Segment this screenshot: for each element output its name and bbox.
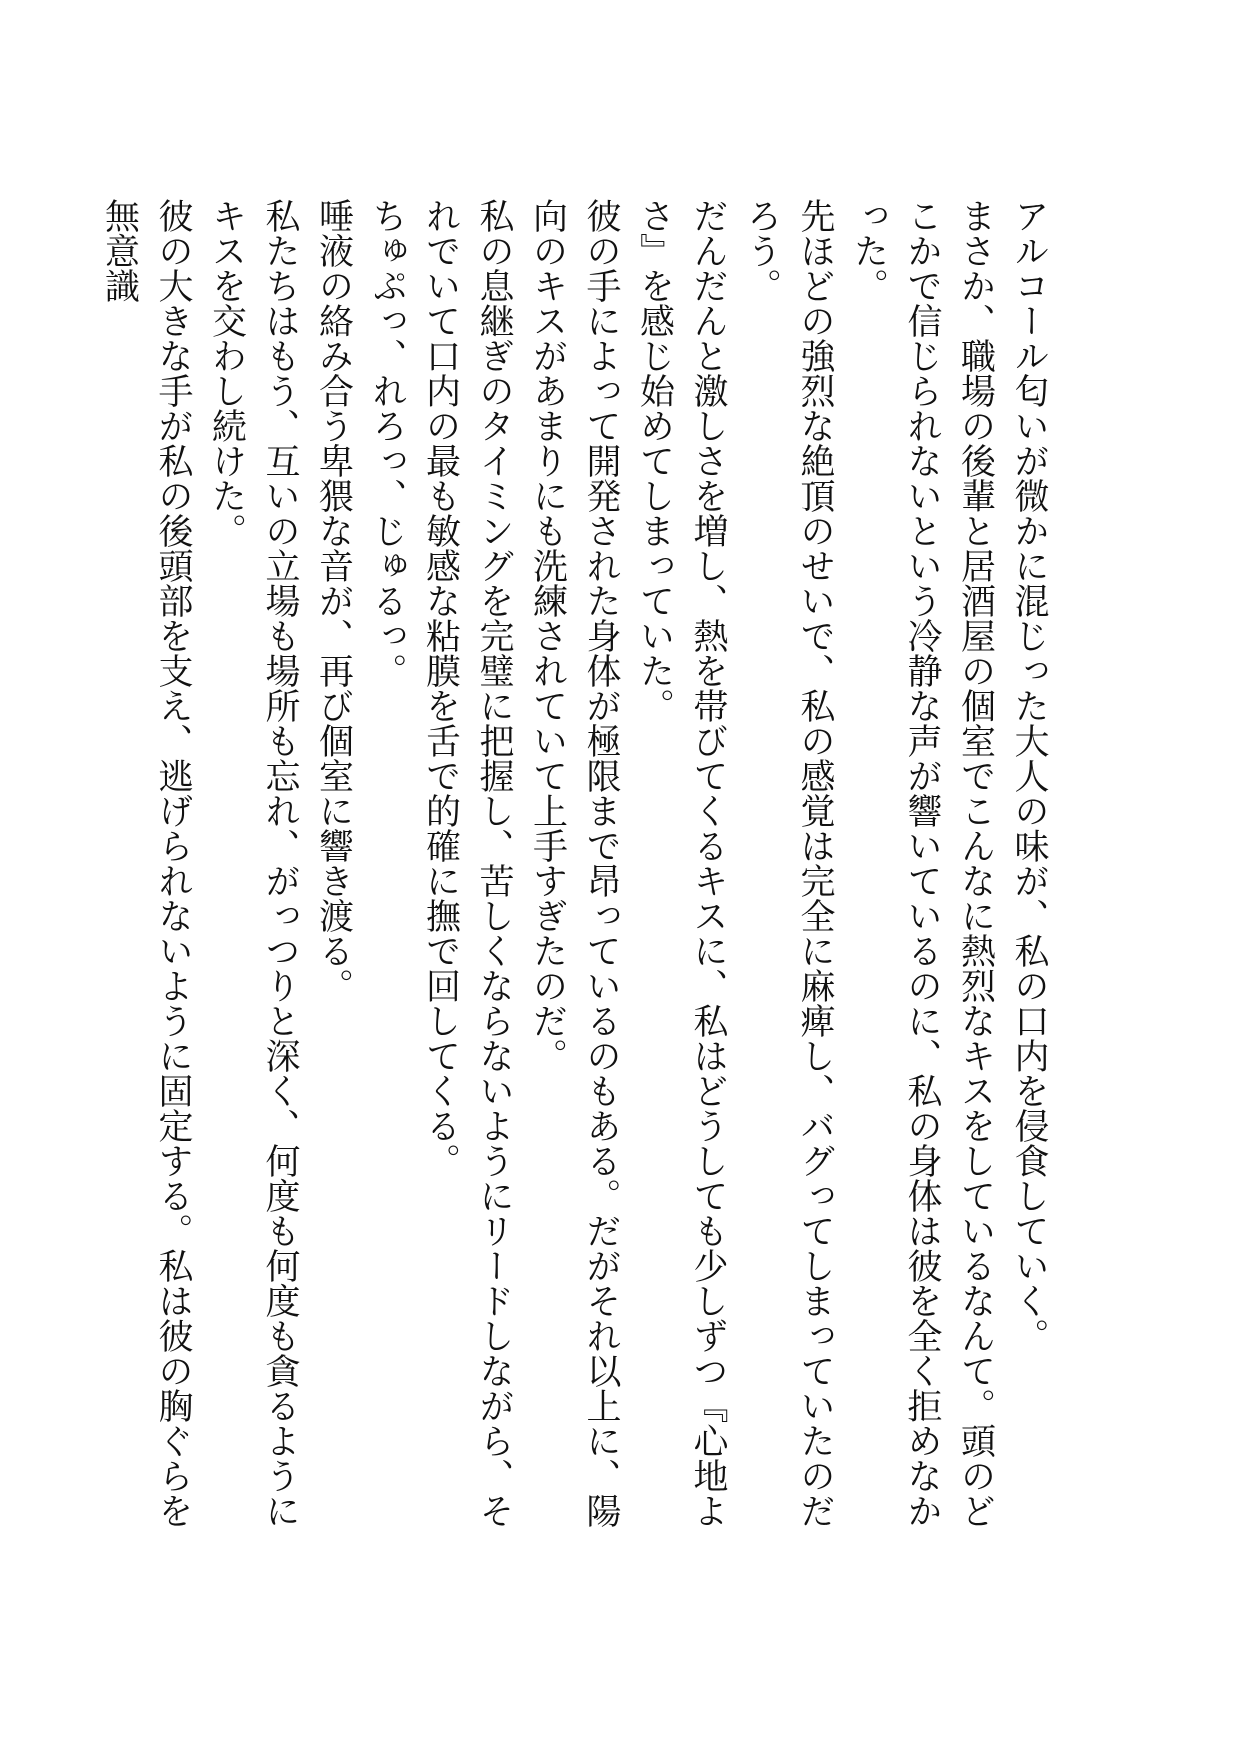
paragraph: アルコール匂いが微かに混じった大人の味が、私の口内を侵食していく。: [1009, 198, 1049, 1353]
paragraph: まさか、職場の後輩と居酒屋の個室でこんなに熱烈なキスをしているなんて。頭のどこかで信じられないという冷静な声が響いているのに、私の身体は彼を全く拒めなかった。: [848, 198, 996, 1528]
paragraph: 唾液の絡み合う卑猥な音が、再び個室に響き渡る。: [313, 198, 354, 1003]
vertical-text-body: [92, 198, 1055, 1558]
paragraph: ちゅぷっ、れろっ、じゅるっ。: [367, 198, 407, 688]
paragraph: 彼の大きな手が私の後頭部を支え、逃げられないように固定する。私は彼の胸ぐらを無意識: [99, 198, 193, 1528]
paragraph: だんだんと激しさを増し、熱を帯びてくるキスに、私はどうしても少しずつ『心地よさ』を感じ始めてしまっていた。: [634, 198, 728, 1528]
paragraph: 彼の手によって開発された身体が極限まで昂っているのもある。だがそれ以上に、陽向のキスがあまりにも洗練されていて上手すぎたのだ。: [527, 198, 621, 1528]
paragraph: 先ほどの強烈な絶頂のせいで、私の感覚は完全に麻痺し、バグってしまっていたのだろう。: [741, 198, 835, 1528]
paragraph: 私たちはもう、互いの立場も場所も忘れ、がっつりと深く、何度も何度も貪るようにキスを交わし続けた。: [206, 198, 300, 1528]
paragraph: 私の息継ぎのタイミングを完璧に把握し、苦しくならないようにリードしながら、それでいて口内の最も敏感な粘膜を舌で的確に撫で回してくる。: [420, 198, 514, 1528]
